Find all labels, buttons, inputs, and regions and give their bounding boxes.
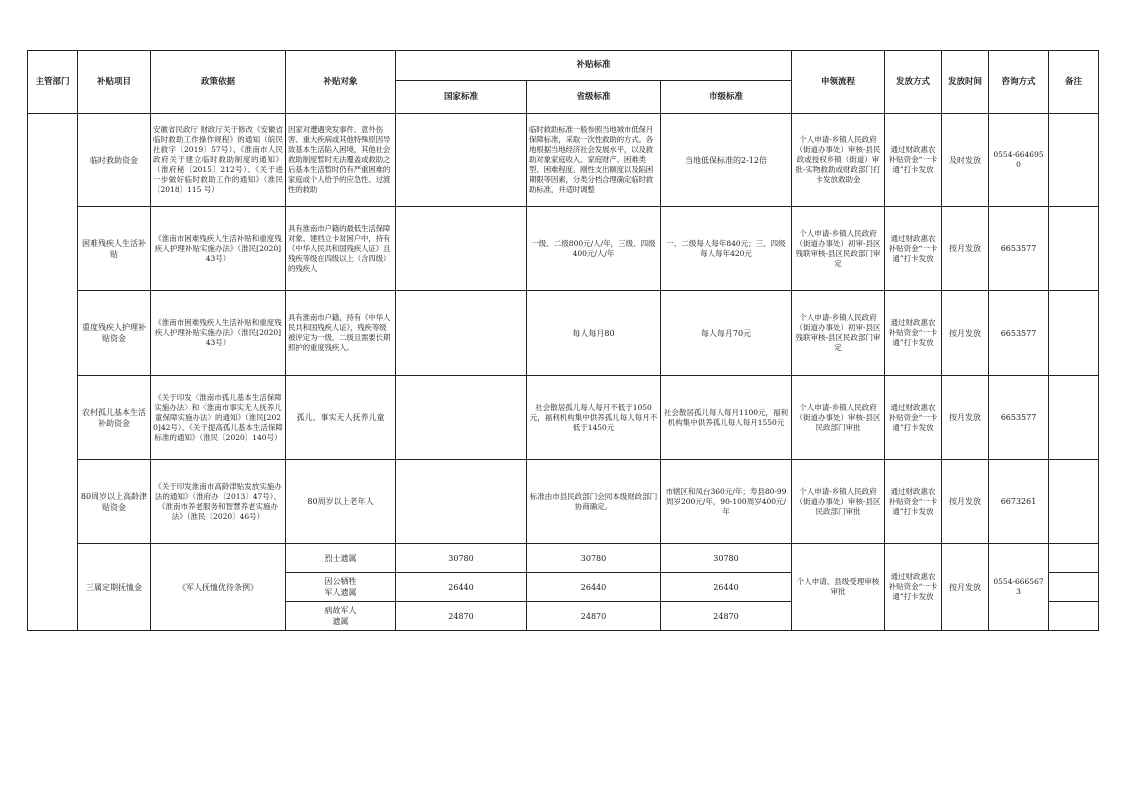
process-cell: 个人申请-乡镇人民政府（街道办事处）审核-县区民政部门审批 <box>792 376 885 460</box>
notes-cell <box>1049 376 1099 460</box>
city-cell: 每人每月70元 <box>661 291 792 376</box>
contact-cell: 6653577 <box>989 291 1049 376</box>
city-cell: 24870 <box>661 602 792 631</box>
notes-cell <box>1049 114 1099 207</box>
time-cell: 按月发放 <box>942 376 989 460</box>
national-cell <box>396 460 527 544</box>
time-cell: 按月发放 <box>942 291 989 376</box>
national-cell <box>396 376 527 460</box>
header-time: 发放时间 <box>942 51 989 114</box>
notes-cell <box>1049 291 1099 376</box>
table-row <box>28 376 1099 460</box>
contact-cell: 0554-6665673 <box>989 544 1049 631</box>
payment-cell: 通过财政惠农补贴资金“一卡通”打卡发放 <box>885 114 942 207</box>
item-cell: 重度残疾人护理补贴资金 <box>78 291 151 376</box>
city-cell: 社会散居孤儿每人每月1100元，福利机构集中供养孤儿每人每月1550元 <box>661 376 792 460</box>
basis-cell: 《淮南市困难残疾人生活补贴和重度残疾人护理补贴实施办法》（淮民[2020]43号） <box>151 291 286 376</box>
table-row <box>28 114 1099 207</box>
provincial-cell: 26440 <box>527 573 661 602</box>
payment-cell: 通过财政惠农补贴资金“一卡通”打卡发放 <box>885 544 942 631</box>
provincial-cell: 24870 <box>527 602 661 631</box>
provincial-cell: 一级、二级800元/人/年，三级、四级400元/人/年 <box>527 207 661 291</box>
item-cell: 三属定期抚恤金 <box>78 544 151 631</box>
national-cell <box>396 291 527 376</box>
national-cell: 26440 <box>396 573 527 602</box>
header-contact: 咨询方式 <box>989 51 1049 114</box>
table-row <box>28 460 1099 544</box>
target-cell: 烈士遗属 <box>286 544 396 573</box>
city-cell: 26440 <box>661 573 792 602</box>
item-cell: 临时救助资金 <box>78 114 151 207</box>
basis-cell: 《淮南市困难残疾人生活补贴和重度残疾人护理补贴实施办法》（淮民[2020]43号） <box>151 207 286 291</box>
payment-cell: 通过财政惠农补贴资金“一卡通”打卡发放 <box>885 207 942 291</box>
header-target: 补贴对象 <box>286 51 396 114</box>
process-cell: 个人申请-乡镇人民政府（街道办事处）初审-县区残联审核-县区民政部门审定 <box>792 291 885 376</box>
table-row <box>28 207 1099 291</box>
national-cell <box>396 114 527 207</box>
dept-cell <box>28 544 78 631</box>
time-cell: 按月发放 <box>942 460 989 544</box>
process-cell: 个人申请-乡镇人民政府（街道办事处）初审-县区残联审核-县区民政部门审定 <box>792 207 885 291</box>
payment-cell: 通过财政惠农补贴资金“一卡通”打卡发放 <box>885 291 942 376</box>
process-cell: 个人申请-乡镇人民政府（街道办事处）审核-县民政或授权乡镇（街道）审批-实物救助或财政部门打卡发放救助金 <box>792 114 885 207</box>
contact-cell: 6653577 <box>989 376 1049 460</box>
subsidy-table <box>27 50 1099 631</box>
time-cell: 按月发放 <box>942 544 989 631</box>
notes-cell <box>1049 573 1099 602</box>
header-item: 补贴项目 <box>78 51 151 114</box>
payment-cell: 通过财政惠农补贴资金“一卡通”打卡发放 <box>885 376 942 460</box>
time-cell: 及时发放 <box>942 114 989 207</box>
table-row <box>28 544 1099 573</box>
notes-cell <box>1049 544 1099 573</box>
basis-cell: 《关于印发〈淮南市孤儿基本生活保障实施办法〉和〈淮南市事实无人抚养儿童保障实施办法〉的通知》（淮民[2020]42号）、《关于提高孤儿基本生活保障标准的通知》（淮民〔2020〕140号） <box>151 376 286 460</box>
contact-cell: 0554-6646950 <box>989 114 1049 207</box>
header-dept: 主管部门 <box>28 51 78 114</box>
national-cell <box>396 207 527 291</box>
item-cell: 农村孤儿基本生活补助资金 <box>78 376 151 460</box>
time-cell: 按月发放 <box>942 207 989 291</box>
header-standard: 补贴标准 <box>396 51 792 81</box>
process-cell: 个人申请、县级受理审核审批 <box>792 544 885 631</box>
national-cell: 24870 <box>396 602 527 631</box>
provincial-cell: 每人每月80 <box>527 291 661 376</box>
basis-cell: 《军人抚恤优待条例》 <box>151 544 286 631</box>
target-cell: 80周岁以上老年人 <box>286 460 396 544</box>
dept-cell <box>28 114 78 544</box>
contact-cell: 6653577 <box>989 207 1049 291</box>
provincial-cell: 社会散居孤儿每人每月不低于1050元，福利机构集中供养孤儿每人每月不低于1450元 <box>527 376 661 460</box>
provincial-cell: 标准由市县民政部门会同本级财政部门协商确定。 <box>527 460 661 544</box>
target-cell: 因家对遭遇突发事件、意外伤害、重大疾病或其他特殊原因导致基本生活陷入困境，其他社会救助制度暂时无法覆盖或救助之后基本生活暂时仍有严重困难的家庭或个人给予的应急性、过渡性的救助 <box>286 114 396 207</box>
header-process: 申领流程 <box>792 51 885 114</box>
header-payment: 发放方式 <box>885 51 942 114</box>
header-basis: 政策依据 <box>151 51 286 114</box>
notes-cell <box>1049 602 1099 631</box>
header-provincial: 省级标准 <box>527 81 661 114</box>
city-cell: 市辖区和凤台360元/年；寿县80-99周岁200元/年，90-100周岁400元/年 <box>661 460 792 544</box>
city-cell: 一、二级每人每年840元；三、四级每人每年420元 <box>661 207 792 291</box>
target-cell: 具有淮南市户籍，持有《中华人民共和国残疾人证》，残疾等级被评定为一级、二级且需要长期照护的重度残疾人。 <box>286 291 396 376</box>
header-national: 国家标准 <box>396 81 527 114</box>
item-cell: 困难残疾人生活补贴 <box>78 207 151 291</box>
header-city: 市级标准 <box>661 81 792 114</box>
target-cell: 病故军人 遗属 <box>286 602 396 631</box>
notes-cell <box>1049 207 1099 291</box>
provincial-cell: 30780 <box>527 544 661 573</box>
header-row <box>28 51 1099 81</box>
city-cell: 30780 <box>661 544 792 573</box>
target-cell: 具有淮南市户籍的最低生活保障对象、建档立卡贫困户中，持有《中华人民共和国残疾人证》且残疾等级在四级以上（含四级）的残疾人 <box>286 207 396 291</box>
notes-cell <box>1049 460 1099 544</box>
city-cell: 当地低保标准的2-12倍 <box>661 114 792 207</box>
item-cell: 80周岁以上高龄津贴资金 <box>78 460 151 544</box>
national-cell: 30780 <box>396 544 527 573</box>
basis-cell: 安徽省民政厅 财政厅关于修改《安徽省临时救助工作操作规程》的通知（皖民社救字〔2019〕57号）、《淮南市人民政府关于建立临时救助制度的通知》（淮府秘〔2015〕212号）、《关于进一步做好临时救助工作的通知》（淮民〔2018〕115 号） <box>151 114 286 207</box>
header-notes: 备注 <box>1049 51 1099 114</box>
provincial-cell: 临时救助标准一般参照当地城市低保月保障标准，采取一次性救助的方式。各地根据当地经济社会发展水平，以及救助对象家庭收入、家庭财产、困难类型、困难程度、刚性支出额度以及陷困期限等因素，分类分档合理确定临时救助标准，并适时调整 <box>527 114 661 207</box>
payment-cell: 通过财政惠农补贴资金“一卡通”打卡发放 <box>885 460 942 544</box>
contact-cell: 6673261 <box>989 460 1049 544</box>
table-row <box>28 291 1099 376</box>
target-cell: 因公牺牲 军人遗属 <box>286 573 396 602</box>
basis-cell: 《关于印发淮南市高龄津贴发放实施办法的通知》（淮府办〔2013〕47号）、《淮南市养老服务和智慧养老实施办法》（淮民〔2020〕46号） <box>151 460 286 544</box>
target-cell: 孤儿、事实无人抚养儿童 <box>286 376 396 460</box>
process-cell: 个人申请-乡镇人民政府（街道办事处）审核-县区民政部门审批 <box>792 460 885 544</box>
